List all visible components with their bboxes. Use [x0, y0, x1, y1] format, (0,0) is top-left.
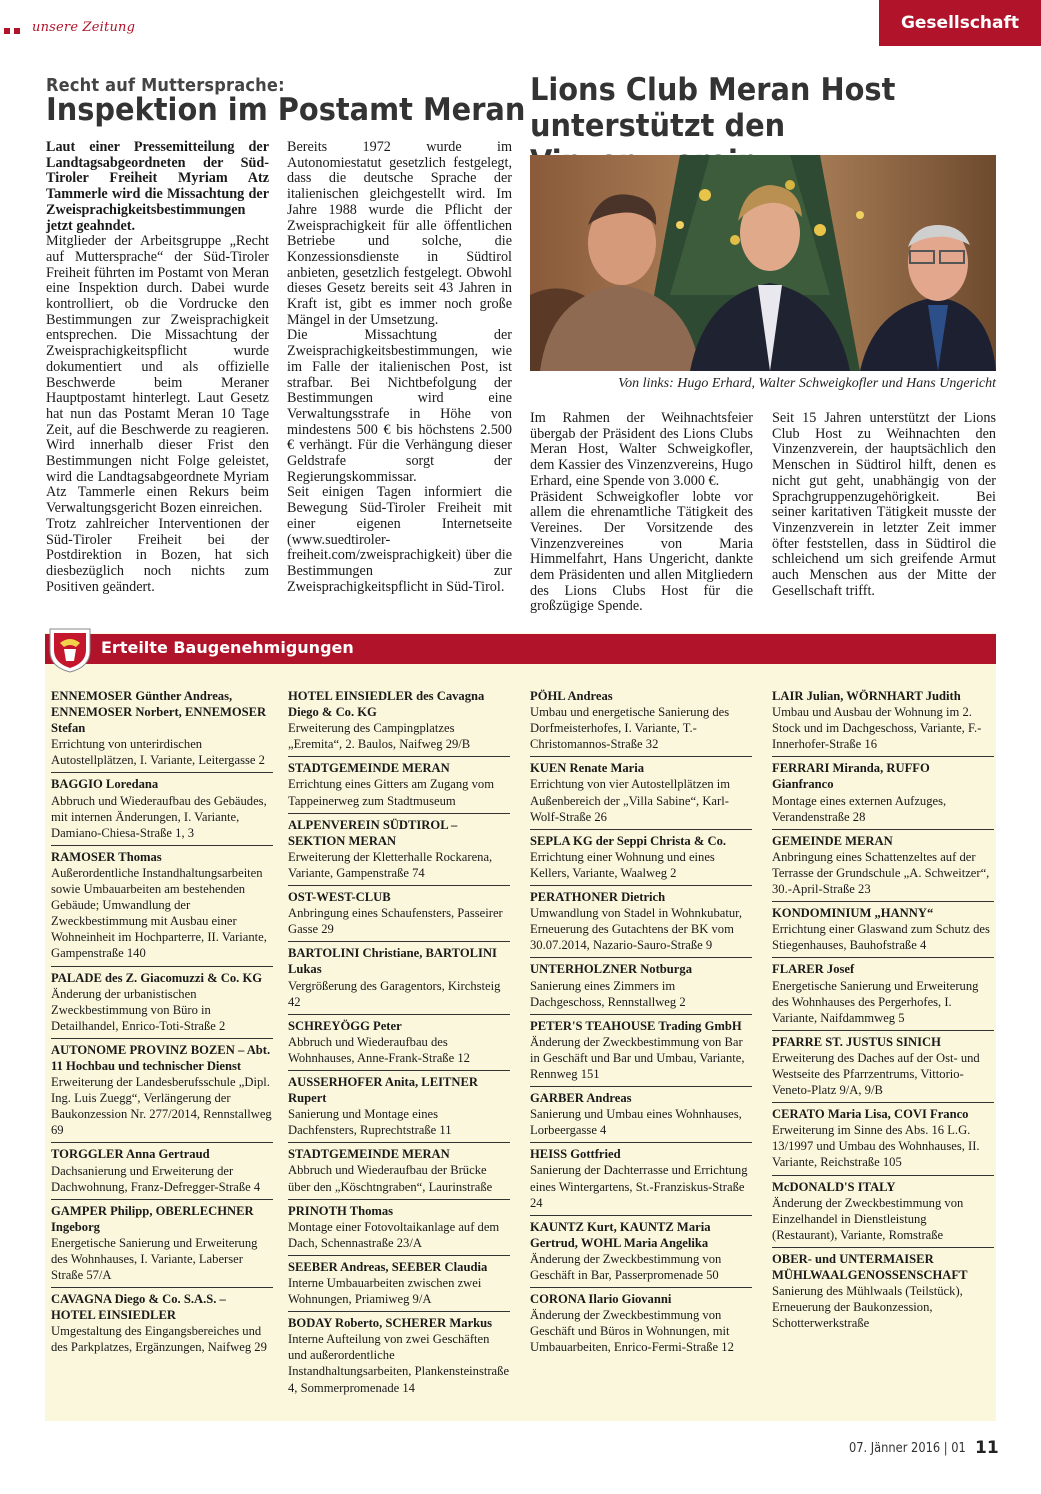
permit-entry [772, 833, 994, 902]
permit-applicant: GEMEINDE MERAN [772, 833, 893, 848]
article1-paragraph: Bereits 1972 wurde im Autonomiestatut gesetzlich festgelegt, dass die deutsche Sprache der italienischen gleichgestellt wird. Im Jahre 1988 wurde die Pflicht der Zweisprachigkeit für alle öffentlichen Betriebe und solche, die Konzessionsdienste in Südtirol anbieten, gesetzlich festgelegt. Obwohl dieses Gesetz bereits seit 43 Jahren in Kraft ist, gibt es immer noch große Mängel in der Umsetzung. [287, 139, 512, 328]
permits-column-3 [530, 688, 752, 1362]
permit-entry [772, 760, 994, 829]
permit-applicant: FERRARI Miranda, RUFFO Gianfranco [772, 761, 930, 792]
permit-applicant: SEPLA KG der Seppi Christa & Co. [530, 833, 727, 848]
permit-applicant: ENNEMOSER Günther Andreas, ENNEMOSER Norbert, ENNEMOSER Stefan [51, 689, 267, 736]
permit-description: Umgestaltung des Eingangsbereiches und des Parkplatzes, Ergänzungen, Naifweg 29 [51, 1324, 267, 1355]
permit-description: Interne Umbauarbeiten zwischen zwei Wohnungen, Priamiweg 9/A [288, 1276, 482, 1307]
article2-paragraph: Im Rahmen der Weihnachtsfeier übergab der Präsident des Lions Clubs Meran Host, Walter Schweigkofler, dem Kassier des Vinzenzvereins, Hugo Erhard, eine Spende von 3.000 €. [530, 410, 753, 489]
permit-entry [288, 688, 510, 757]
article1-paragraph: Mitglieder der Arbeitsgruppe „Recht auf Muttersprache“ der Süd-Tiroler Freiheit führten im Postamt von Meran eine Inspektion durch. Dabei wurde kontrolliert, ob die Vordrucke den Bestimmungen zur Zweisprachigkeit entsprechen. Die Missachtung der Zweisprachigkeitspflicht wurde dokumentiert und als offizielle Beschwerde beim Meraner Hauptpostamt hinterlegt. Laut Gesetz hat nun das Postamt Meran 10 Tage Zeit, auf die Beschwerde zu reagieren. Wird innerhalb dieser Frist den Bestimmungen nicht Folge geleistet, wird die Landtagsabgeordnete Myriam Atz Tammerle einen Rekurs beim Verwaltungsgericht Bozen einreichen. [46, 233, 269, 517]
permit-description: Sanierung eines Zimmers im Dachgeschoss, Rennstallweg 2 [530, 978, 686, 1009]
permit-entry [530, 1090, 752, 1143]
permit-applicant: CERATO Maria Lisa, COVI Franco [772, 1107, 969, 1122]
permits-column-4 [772, 688, 994, 1338]
permit-applicant: RAMOSER Thomas [51, 849, 162, 864]
permit-applicant: KUEN Renate Maria [530, 761, 645, 776]
permit-entry [530, 1219, 752, 1288]
permit-entry [288, 760, 510, 813]
permit-description: Erweiterung des Daches auf der Ost- und Westseite des Pfarrzentrums, Vittorio-Veneto-Platz 9/A, 9/B [772, 1050, 980, 1098]
permit-applicant: CAVAGNA Diego & Co. S.A.S. – HOTEL EINSIEDLER [51, 1292, 226, 1323]
permit-applicant: CORONA Ilario Giovanni [530, 1292, 672, 1307]
permit-applicant: BODAY Roberto, SCHERER Markus [288, 1316, 493, 1331]
permit-applicant: McDONALD'S ITALY [772, 1179, 896, 1194]
permit-entry [288, 1259, 510, 1312]
article2-headline: Lions Club Meran Host unterstützt den [530, 72, 896, 144]
article1-headline: Inspektion im Postamt Meran [46, 92, 526, 128]
permit-description: Errichtung von vier Autostellplätzen im Außenbereich der „Villa Sabine“, Karl-Wolf-Straße 26 [530, 777, 731, 824]
permit-entry [51, 776, 273, 845]
permit-description: Sanierung und Montage eines Dachfensters, Ruprechtstraße 11 [288, 1107, 452, 1138]
article1-column-1 [46, 140, 269, 595]
article2-column-2 [772, 411, 996, 599]
permit-description: Umbau und energetische Sanierung des Dorfmeisterhofes, I. Variante, T.-Christomannos-Straße 32 [530, 705, 730, 752]
permit-entry [51, 1042, 273, 1144]
article1-paragraph: Trotz zahlreicher Interventionen der Süd-Tiroler Freiheit bei der Postdirektion in Bozen, hat sich diesbezüglich noch nichts zum Positiven geändert. [46, 515, 269, 595]
permit-description: Sanierung und Umbau eines Wohnhauses, Lorbeergasse 4 [530, 1107, 742, 1138]
permit-entry [51, 688, 273, 773]
permits-column-2 [288, 688, 510, 1403]
permit-description: Abbruch und Wiederaufbau des Wohnhauses, Anne-Frank-Straße 12 [288, 1034, 470, 1065]
permit-description: Erweiterung im Sinne des Abs. 16 L.G. 13/1997 und Umbau des Wohnhauses, II. Variante, Reichstraße 105 [772, 1123, 980, 1170]
permit-description: Außerordentliche Instandhaltungsarbeiten sowie Umbauarbeiten am bestehenden Gebäude; Umwandlung der Zweckbestimmung mit Ausbau einer Wohneinheit im Hochparterre, II. Variante, Gampenstraße 140 [51, 865, 267, 961]
permit-entry [530, 760, 752, 829]
permit-applicant: STADTGEMEINDE MERAN [288, 761, 450, 776]
article2-paragraph: Seit 15 Jahren unterstützt der Lions Club Host zu Weihnachten den Vinzenzverein, der hauptsächlich den Menschen in Südtirol hilft, denen es nicht gut geht, unabhängig von der Sprachgruppenzugehörigkeit. Bei seiner karitativen Tätigkeit musste der Vinzenzverein in letzter Zeit immer öfter feststellen, dass in Südtirol die schleichend um sich greifende Armut auch Menschen aus der Mitte der Gesellschaft trifft. [772, 410, 996, 599]
permit-description: Montage eines externen Aufzuges, Verandenstraße 28 [772, 793, 947, 824]
permit-applicant: PALADE des Z. Giacomuzzi & Co. KG [51, 970, 263, 985]
permit-entry [772, 905, 994, 958]
article1-lead: Laut einer Pressemitteilung der Landtagsabgeordneten der Süd-Tiroler Freiheit Myriam Atz Tammerle wird die Missachtung der Zweisprachigkeitsbestimmungen jetzt geahndet. [46, 139, 269, 234]
permit-applicant: AUTONOME PROVINZ BOZEN – Abt. 11 Hochbau und technischer Dienst [51, 1042, 271, 1073]
article1-kicker: Recht auf Muttersprache: [46, 75, 285, 96]
photo-caption: Von links: Hugo Erhard, Walter Schweigkofler und Hans Ungericht [618, 376, 996, 391]
permit-entry [51, 1146, 273, 1199]
permit-description: Umwandlung von Stadel in Wohnkubatur, Erneuerung des Gutachtens der BK vom 30.07.2014, Nazario-Sauro-Straße 9 [530, 906, 742, 953]
publication-logo: unsere Zeitung [32, 20, 136, 35]
permit-entry [530, 1291, 752, 1359]
permit-entry [288, 1018, 510, 1071]
header-marks [4, 28, 28, 36]
issue-date: 07. Jänner 2016 | 01 [849, 1441, 966, 1456]
permit-description: Vergrößerung des Garagentors, Kirchsteig 42 [288, 978, 501, 1009]
permit-applicant: PERATHONER Dietrich [530, 890, 666, 905]
permit-description: Energetische Sanierung und Erweiterung des Wohnhauses des Pergerhofes, I. Variante, Naifdammweg 5 [772, 978, 979, 1025]
permit-applicant: ALPENVEREIN SÜDTIROL – SEKTION MERAN [288, 817, 458, 848]
permit-applicant: PETER'S TEAHOUSE Trading GmbH [530, 1018, 742, 1033]
permits-column-1 [51, 688, 273, 1363]
photo-illustration [530, 155, 996, 371]
permit-description: Interne Aufteilung von zwei Geschäften und außerordentliche Instandhaltungsarbeiten, Plankensteinstraße 4, Sommerpromenade 14 [288, 1332, 510, 1395]
permit-description: Anbringung eines Schattenzeltes auf der Terrasse der Grundschule „A. Schweitzer“, 30.-April-Straße 23 [772, 849, 990, 897]
permit-entry [288, 1315, 510, 1399]
permit-description: Sanierung des Mühlwaals (Teilstück), Erneuerung der Baukonzession, Schotterwerkstraße [772, 1284, 963, 1331]
permit-description: Energetische Sanierung und Erweiterung des Wohnhauses, I. Variante, Laberser Straße 57/A [51, 1235, 258, 1283]
permit-description: Umbau und Ausbau der Wohnung im 2. Stock und im Dachgeschoss, Variante, F.-Innerhofer-Straße 16 [772, 705, 982, 752]
permit-entry [530, 961, 752, 1014]
permit-entry [51, 1203, 273, 1288]
permit-entry [772, 1251, 994, 1335]
permit-applicant: HOTEL EINSIEDLER des Cavagna Diego & Co. KG [288, 689, 485, 720]
permit-applicant: PRINOTH Thomas [288, 1203, 394, 1218]
permit-entry [288, 1203, 510, 1256]
permit-description: Erweiterung des Campingplatzes „Eremita“, 2. Baulos, Naifweg 29/B [288, 721, 471, 752]
permit-description: Abbruch und Wiederaufbau der Brücke über den „Köschtngraben“, Laurinstraße [288, 1163, 493, 1194]
permit-description: Errichtung eines Gitters am Zugang vom Tappeinerweg zum Stadtmuseum [288, 777, 494, 808]
permit-description: Änderung der urbanistischen Zweckbestimmung von Büro in Detailhandel, Enrico-Toti-Straße 2 [51, 986, 226, 1033]
permit-entry [772, 1034, 994, 1103]
permit-applicant: LAIR Julian, WÖRNHART Judith [772, 689, 961, 703]
permit-entry [51, 1291, 273, 1359]
permit-entry [288, 817, 510, 886]
permit-description: Dachsanierung und Erweiterung der Dachwohnung, Franz-Defregger-Straße 4 [51, 1163, 261, 1194]
permit-entry [288, 1146, 510, 1199]
section-tab: Gesellschaft [879, 0, 1041, 46]
permit-applicant: UNTERHOLZNER Notburga [530, 962, 692, 977]
permit-entry [530, 1018, 752, 1087]
permits-title: Erteilte Baugenehmigungen [101, 638, 354, 657]
permit-entry [288, 1074, 510, 1143]
header-square-icon [4, 28, 10, 34]
permit-applicant: BAGGIO Loredana [51, 777, 159, 792]
coat-of-arms-icon [48, 627, 92, 673]
permit-description: Änderung der Zweckbestimmung von Geschäft und Büros in Wohnungen, mit Umbauarbeiten, Enrico-Fermi-Straße 12 [530, 1308, 734, 1355]
permit-description: Sanierung der Dachterrasse und Errichtung eines Wintergartens, St.-Franziskus-Straße 24 [530, 1163, 748, 1210]
permit-description: Erweiterung der Landesberufsschule „Dipl. Ing. Luis Zuegg“, Verlängerung der Baukonzession Nr. 277/2014, Rennstallweg 69 [51, 1075, 272, 1138]
permit-applicant: OST-WEST-CLUB [288, 890, 391, 905]
permit-applicant: PÖHL Andreas [530, 689, 613, 703]
article1-paragraph: Die Missachtung der Zweisprachigkeitsbestimmungen, wie im Falle der italienischen Post, ist strafbar. Bei Nichtbefolgung der Bestimmungen wird eine Verwaltungsstrafe in Höhe von mindestens 500 € bis höchstens 2.500 € verhängt. Für die Verhängung dieser Geldstrafe sorgt der Regierungskommissar. [287, 327, 512, 485]
permit-description: Montage einer Fotovoltaikanlage auf dem Dach, Schennastraße 23/A [288, 1219, 500, 1250]
permit-entry [288, 889, 510, 942]
article1-column-2 [287, 140, 512, 595]
permit-description: Änderung der Zweckbestimmung von Einzelhandel in Dienstleistung (Restaurant), Variante, Romstraße [772, 1195, 964, 1242]
permit-description: Abbruch und Wiederaufbau des Gebäudes, mit internen Änderungen, I. Variante, Damiano-Chiesa-Straße 1, 3 [51, 793, 267, 840]
permit-applicant: HEISS Gottfried [530, 1147, 621, 1162]
permit-entry [772, 1106, 994, 1175]
page-number: 11 [975, 1438, 999, 1458]
permit-entry [530, 688, 752, 757]
permit-entry [772, 961, 994, 1030]
permit-applicant: STADTGEMEINDE MERAN [288, 1147, 450, 1162]
permit-applicant: GAMPER Philipp, OBERLECHNER Ingeborg [51, 1203, 254, 1234]
article2-column-1 [530, 411, 753, 615]
permit-description: Errichtung von unterirdischen Autostellplätzen, I. Variante, Leitergasse 2 [51, 737, 265, 768]
permit-description: Änderung der Zweckbestimmung von Geschäft in Bar, Passerpromenade 50 [530, 1251, 722, 1282]
permit-entry [51, 849, 273, 967]
article1-paragraph: Seit einigen Tagen informiert die Bewegung Süd-Tiroler Freiheit mit einer eigenen Internetseite (www.suedtiroler-freiheit.com/zweisprachigkeit) über die Bestimmungen zur Zweisprachigkeitspflicht in Süd-Tirol. [287, 484, 512, 595]
permit-applicant: PFARRE ST. JUSTUS SINICH [772, 1034, 941, 1049]
permit-description: Errichtung einer Wohnung und eines Kellers, Variante, Waalweg 2 [530, 849, 715, 880]
permit-applicant: BARTOLINI Christiane, BARTOLINI Lukas [288, 946, 497, 977]
permit-applicant: TORGGLER Anna Gertraud [51, 1147, 210, 1162]
permit-applicant: KAUNTZ Kurt, KAUNTZ Maria Gertrud, WOHL Maria Angelika [530, 1219, 711, 1250]
permit-entry [51, 970, 273, 1039]
header-square-icon [14, 28, 20, 34]
permit-applicant: OBER- und UNTERMAISER MÜHLWAALGENOSSENSCHAFT [772, 1251, 968, 1282]
permit-applicant: FLARER Josef [772, 962, 855, 977]
permit-description: Erweiterung der Kletterhalle Rockarena, Variante, Gampenstraße 74 [288, 849, 493, 880]
group-photo [530, 155, 996, 371]
permit-entry [772, 688, 994, 757]
article2-paragraph: Präsident Schweigkofler lobte vor allem die ehrenamtliche Tätigkeit des Vereines. Der Vorsitzende des Vinzenzvereines von Maria Himmelfahrt, Hans Ungericht, dankte dem Präsidenten und allen Mitgliedern des Lions Clubs Host für die großzügige Spende. [530, 488, 753, 615]
permit-applicant: SEEBER Andreas, SEEBER Claudia [288, 1259, 488, 1274]
permit-entry [288, 945, 510, 1014]
permit-applicant: GARBER Andreas [530, 1091, 632, 1106]
permit-entry [772, 1179, 994, 1248]
permit-description: Errichtung einer Glaswand zum Schutz des Stiegenhauses, Bauhofstraße 4 [772, 922, 990, 953]
permit-applicant: AUSSERHOFER Anita, LEITNER Rupert [288, 1074, 479, 1106]
permit-entry [530, 833, 752, 886]
permit-applicant: SCHREYÖGG Peter [288, 1018, 402, 1033]
permit-entry [530, 1146, 752, 1215]
permit-description: Änderung der Zweckbestimmung von Bar in Geschäft und Bar und Umbau, Variante, Rennweg 151 [530, 1034, 745, 1081]
permit-applicant: KONDOMINIUM „HANNY“ [772, 906, 934, 921]
permit-entry [530, 889, 752, 958]
permit-description: Anbringung eines Schaufensters, Passeirer Gasse 29 [288, 906, 503, 937]
